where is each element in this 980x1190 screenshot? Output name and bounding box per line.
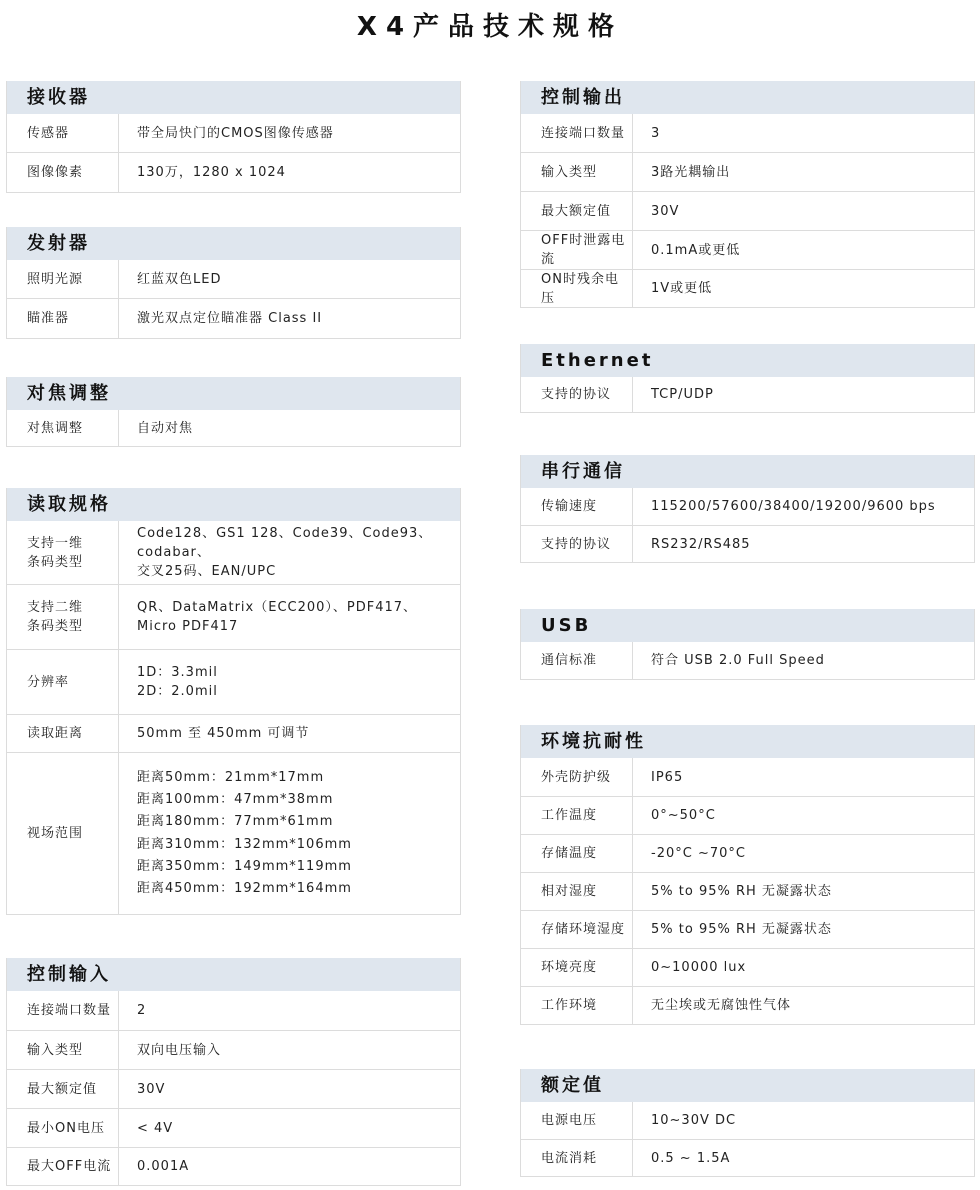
spec-value-line: 红蓝双色LED xyxy=(137,271,222,287)
spec-row xyxy=(521,488,974,525)
spec-key: 视场范围 xyxy=(7,753,119,914)
spec-value xyxy=(633,758,974,796)
spec-value-line: 距离310mm：132mm*106mm xyxy=(137,836,352,852)
spec-section xyxy=(6,488,461,915)
spec-section xyxy=(520,1069,975,1177)
spec-value-line: Micro PDF417 xyxy=(137,619,239,634)
spec-value xyxy=(119,260,460,298)
spec-row xyxy=(7,714,460,752)
spec-value-line: 30V xyxy=(137,1081,166,1097)
spec-value xyxy=(119,585,460,649)
section-header: 额定值 xyxy=(521,1069,974,1102)
spec-value-line: 5% to 95% RH 无凝露状态 xyxy=(651,922,832,937)
spec-value xyxy=(633,114,974,152)
spec-key: 最小ON电压 xyxy=(7,1109,119,1147)
spec-row xyxy=(521,191,974,230)
spec-value-line: RS232/RS485 xyxy=(651,536,751,552)
spec-value xyxy=(119,1148,460,1185)
spec-key: 外壳防护级 xyxy=(521,758,633,796)
spec-key: 相对湿度 xyxy=(521,873,633,910)
spec-key: 工作环境 xyxy=(521,987,633,1024)
spec-value-line: 双向电压输入 xyxy=(137,1042,222,1058)
spec-value xyxy=(633,153,974,191)
spec-key: 电流消耗 xyxy=(521,1140,633,1176)
spec-value-line: 带全局快门的CMOS图像传感器 xyxy=(137,125,334,141)
spec-value xyxy=(119,715,460,752)
spec-section xyxy=(6,81,461,193)
spec-value-line: 3 xyxy=(651,125,661,141)
spec-value-line: 自动对焦 xyxy=(137,420,194,436)
spec-value xyxy=(119,650,460,714)
spec-value-line: -20°C ~70°C xyxy=(651,846,746,861)
spec-value-line: 距离350mm：149mm*119mm xyxy=(137,858,352,874)
spec-value xyxy=(633,797,974,834)
spec-value-line: QR、DataMatrix（ECC200）、PDF417、 xyxy=(137,600,418,615)
spec-row xyxy=(521,269,974,307)
section-header: 控制输出 xyxy=(521,81,974,114)
spec-value-line: 50mm 至 450mm 可调节 xyxy=(137,726,310,741)
section-header: Ethernet xyxy=(521,344,974,377)
spec-value-line: 2 xyxy=(137,1003,147,1018)
spec-value-line: 交叉25码、EAN/UPC xyxy=(137,564,277,579)
spec-value xyxy=(633,270,974,307)
spec-key: 照明光源 xyxy=(7,260,119,298)
spec-row xyxy=(7,152,460,192)
spec-value-line: 1D：3.3mil xyxy=(137,665,218,680)
spec-row xyxy=(521,230,974,269)
spec-value-line: TCP/UDP xyxy=(651,387,714,402)
section-header: 发射器 xyxy=(7,227,460,260)
spec-row xyxy=(521,1139,974,1176)
spec-row xyxy=(7,584,460,649)
spec-value-line: 距离50mm：21mm*17mm xyxy=(137,769,325,785)
spec-row xyxy=(521,758,974,796)
spec-row xyxy=(7,1108,460,1147)
spec-key: 最大额定值 xyxy=(521,192,633,230)
spec-key: OFF时泄露电流 xyxy=(521,231,633,269)
spec-value xyxy=(119,299,460,338)
section-header: 对焦调整 xyxy=(7,377,460,410)
spec-key: 读取距离 xyxy=(7,715,119,752)
spec-row xyxy=(521,525,974,562)
spec-value-line: 符合 USB 2.0 Full Speed xyxy=(651,653,825,668)
section-header: 控制输入 xyxy=(7,958,460,991)
spec-section xyxy=(520,344,975,413)
spec-row xyxy=(7,410,460,446)
spec-value-line: 无尘埃或无腐蚀性气体 xyxy=(651,998,792,1013)
spec-row xyxy=(521,872,974,910)
section-header: 读取规格 xyxy=(7,488,460,521)
spec-value-line: 5% to 95% RH 无凝露状态 xyxy=(651,884,832,899)
section-header: 串行通信 xyxy=(521,455,974,488)
spec-key: 对焦调整 xyxy=(7,410,119,446)
spec-section xyxy=(6,377,461,447)
section-header: 接收器 xyxy=(7,81,460,114)
spec-value-line: 距离180mm：77mm*61mm xyxy=(137,814,334,830)
spec-value xyxy=(119,1109,460,1147)
spec-key: 分辨率 xyxy=(7,650,119,714)
spec-row xyxy=(521,834,974,872)
spec-value-line: 距离450mm：192mm*164mm xyxy=(137,881,352,897)
spec-section xyxy=(520,81,975,308)
spec-row xyxy=(7,298,460,338)
spec-value-line: 0.1mA或更低 xyxy=(651,242,741,258)
spec-row xyxy=(521,152,974,191)
spec-key: 传感器 xyxy=(7,114,119,152)
spec-value xyxy=(633,231,974,269)
spec-value-line: < 4V xyxy=(137,1120,174,1136)
spec-value xyxy=(633,377,974,412)
spec-value xyxy=(119,753,460,914)
spec-key: 最大OFF电流 xyxy=(7,1148,119,1185)
spec-key: 图像像素 xyxy=(7,153,119,192)
spec-value xyxy=(119,114,460,152)
spec-key: ON时残余电压 xyxy=(521,270,633,307)
spec-key: 环境亮度 xyxy=(521,949,633,986)
spec-row xyxy=(521,910,974,948)
spec-value-line: 0°~50°C xyxy=(651,808,716,823)
spec-key: 传输速度 xyxy=(521,488,633,525)
spec-value xyxy=(119,1031,460,1069)
spec-row xyxy=(521,377,974,412)
spec-value xyxy=(633,1102,974,1139)
spec-value xyxy=(119,521,460,584)
spec-value-line: 1V或更低 xyxy=(651,281,713,296)
spec-value xyxy=(633,911,974,948)
spec-value-line: 10~30V DC xyxy=(651,1113,737,1128)
spec-row xyxy=(7,991,460,1030)
spec-value-line: 30V xyxy=(651,203,680,219)
section-header: 环境抗耐性 xyxy=(521,725,974,758)
spec-value-line: 115200/57600/38400/19200/9600 bps xyxy=(651,499,936,514)
spec-key: 通信标准 xyxy=(521,642,633,679)
spec-value xyxy=(119,991,460,1030)
spec-section xyxy=(6,958,461,1186)
spec-key: 最大额定值 xyxy=(7,1070,119,1108)
spec-section xyxy=(520,609,975,680)
spec-row xyxy=(7,260,460,298)
spec-value-line: 0.001A xyxy=(137,1159,190,1174)
page-title: X4产品技术规格 xyxy=(356,12,624,42)
spec-key: 存储温度 xyxy=(521,835,633,872)
spec-value xyxy=(633,488,974,525)
spec-row xyxy=(521,948,974,986)
spec-key: 输入类型 xyxy=(521,153,633,191)
spec-row xyxy=(7,114,460,152)
spec-value-line: IP65 xyxy=(651,769,684,785)
spec-key: 电源电压 xyxy=(521,1102,633,1139)
spec-row xyxy=(7,1147,460,1185)
spec-value-line: 距离100mm：47mm*38mm xyxy=(137,791,334,807)
spec-section xyxy=(6,227,461,339)
spec-key: 支持的协议 xyxy=(521,377,633,412)
spec-value-line: 0~10000 lux xyxy=(651,960,747,975)
spec-value xyxy=(119,153,460,192)
spec-value xyxy=(633,873,974,910)
spec-row xyxy=(7,752,460,914)
spec-row xyxy=(7,1030,460,1069)
spec-key: 工作温度 xyxy=(521,797,633,834)
spec-key: 支持一维 条码类型 xyxy=(7,521,119,584)
spec-section xyxy=(520,725,975,1025)
spec-value xyxy=(633,949,974,986)
spec-key: 支持二维 条码类型 xyxy=(7,585,119,649)
spec-row xyxy=(7,1069,460,1108)
spec-value xyxy=(633,642,974,679)
spec-value-line: 2D：2.0mil xyxy=(137,684,218,699)
spec-value-line: 激光双点定位瞄准器 Class II xyxy=(137,311,323,326)
spec-key: 存储环境湿度 xyxy=(521,911,633,948)
spec-value xyxy=(119,410,460,446)
spec-value-line: 0.5 ~ 1.5A xyxy=(651,1150,731,1166)
spec-key: 瞄准器 xyxy=(7,299,119,338)
spec-value xyxy=(633,192,974,230)
spec-row xyxy=(7,521,460,584)
spec-value xyxy=(633,1140,974,1176)
spec-row xyxy=(521,796,974,834)
spec-key: 连接端口数量 xyxy=(521,114,633,152)
spec-key: 支持的协议 xyxy=(521,526,633,562)
section-header: USB xyxy=(521,609,974,642)
spec-value xyxy=(633,987,974,1024)
spec-value xyxy=(633,526,974,562)
spec-value-line: 3路光耦输出 xyxy=(651,164,731,180)
spec-row xyxy=(521,114,974,152)
spec-value-line: Code128、GS1 128、Code39、Code93、codabar、 xyxy=(137,526,433,560)
spec-row xyxy=(521,1102,974,1139)
spec-value xyxy=(633,835,974,872)
spec-row xyxy=(521,986,974,1024)
spec-value-line: 130万，1280 x 1024 xyxy=(137,165,286,180)
spec-value xyxy=(119,1070,460,1108)
spec-key: 输入类型 xyxy=(7,1031,119,1069)
spec-row xyxy=(521,642,974,679)
spec-row xyxy=(7,649,460,714)
spec-section xyxy=(520,455,975,563)
spec-key: 连接端口数量 xyxy=(7,991,119,1030)
